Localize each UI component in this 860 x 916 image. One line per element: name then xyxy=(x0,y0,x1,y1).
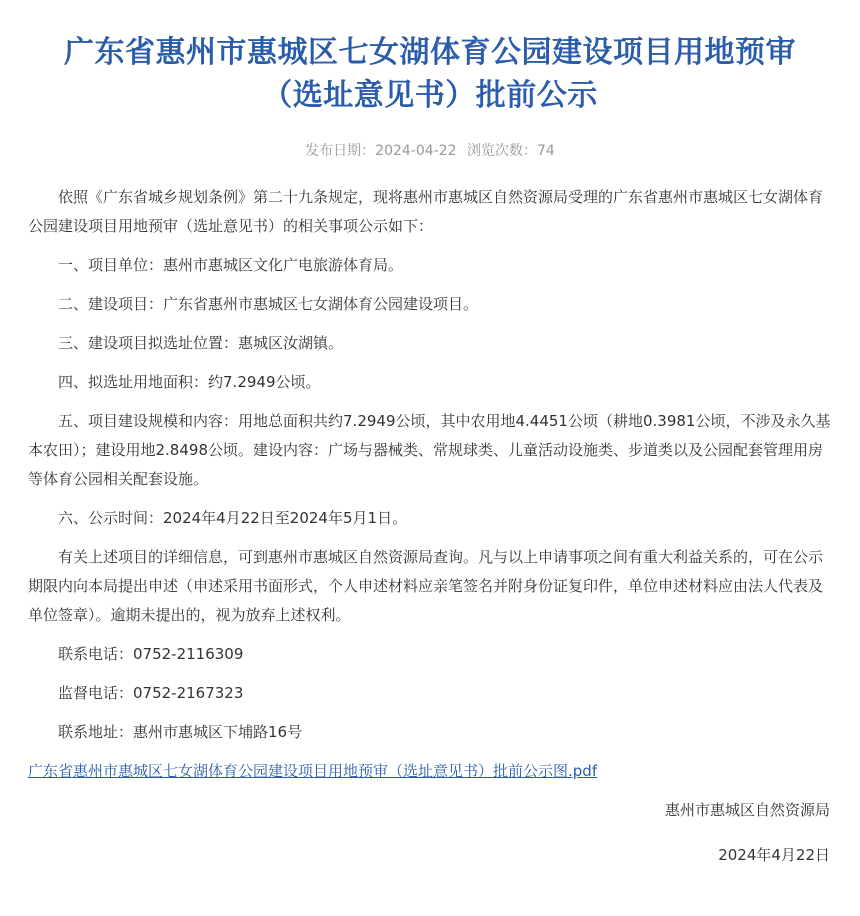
item-site-location: 三、建设项目拟选址位置：惠城区汝湖镇。 xyxy=(58,334,344,352)
view-count-label: 浏览次数： xyxy=(467,143,537,159)
title-line-2: （选址意见书）批前公示 xyxy=(262,78,598,113)
item-project-unit: 一、项目单位：惠州市惠城区文化广电旅游体育局。 xyxy=(58,256,404,274)
view-count xyxy=(467,143,555,159)
publish-date xyxy=(305,143,456,159)
article-body xyxy=(28,183,832,870)
attachment-pdf-link[interactable]: 广东省惠州市惠城区七女湖体育公园建设项目用地预审（选址意见书）批前公示图.pdf xyxy=(28,762,598,780)
contact-phone: 联系电话：0752-2116309 xyxy=(58,645,244,663)
title-line-1: 广东省惠州市惠城区七女湖体育公园建设项目用地预审 xyxy=(64,35,796,70)
publish-date-label: 发布日期： xyxy=(305,143,376,159)
objection-paragraph: 有关上述项目的详细信息，可到惠州市惠城区自然资源局查询。凡与以上申请事项之间有重大利益关系的，可在公示期限内向本局提出申述（申述采用书面形式，个人申述材料应亲笔签名并附身份证复印件，单位申述材料应由法人代表及单位签章）。逾期未提出的，视为放弃上述权利。 xyxy=(28,548,824,624)
intro-paragraph: 依照《广东省城乡规划条例》第二十九条规定，现将惠州市惠城区自然资源局受理的广东省惠州市惠城区七女湖体育公园建设项目用地预审（选址意见书）的相关事项公示如下： xyxy=(28,188,824,235)
signature-org: 惠州市惠城区自然资源局 xyxy=(664,801,830,819)
publish-date-value: 2024-04-22 xyxy=(375,143,457,159)
contact-address: 联系地址：惠州市惠城区下埔路16号 xyxy=(58,723,303,741)
supervision-phone: 监督电话：0752-2167323 xyxy=(58,684,244,702)
item-project-name: 二、建设项目：广东省惠州市惠城区七女湖体育公园建设项目。 xyxy=(58,295,479,313)
item-notice-period: 六、公示时间：2024年4月22日至2024年5月1日。 xyxy=(58,509,408,527)
article-title xyxy=(28,0,832,117)
item-scale-content: 五、项目建设规模和内容：用地总面积共约7.2949公顷，其中农用地4.4451公顷（耕地0.3981公顷，不涉及永久基本农田）；建设用地2.8498公顷。建设内容：广场与器械类、常规球类、儿童活动设施类、步道类以及公园配套管理用房等体育公园相关配套设施。 xyxy=(28,412,831,488)
item-site-area: 四、拟选址用地面积：约7.2949公顷。 xyxy=(58,373,321,391)
signature-date: 2024年4月22日 xyxy=(718,846,830,864)
article-meta xyxy=(28,141,832,161)
view-count-value: 74 xyxy=(537,143,555,159)
